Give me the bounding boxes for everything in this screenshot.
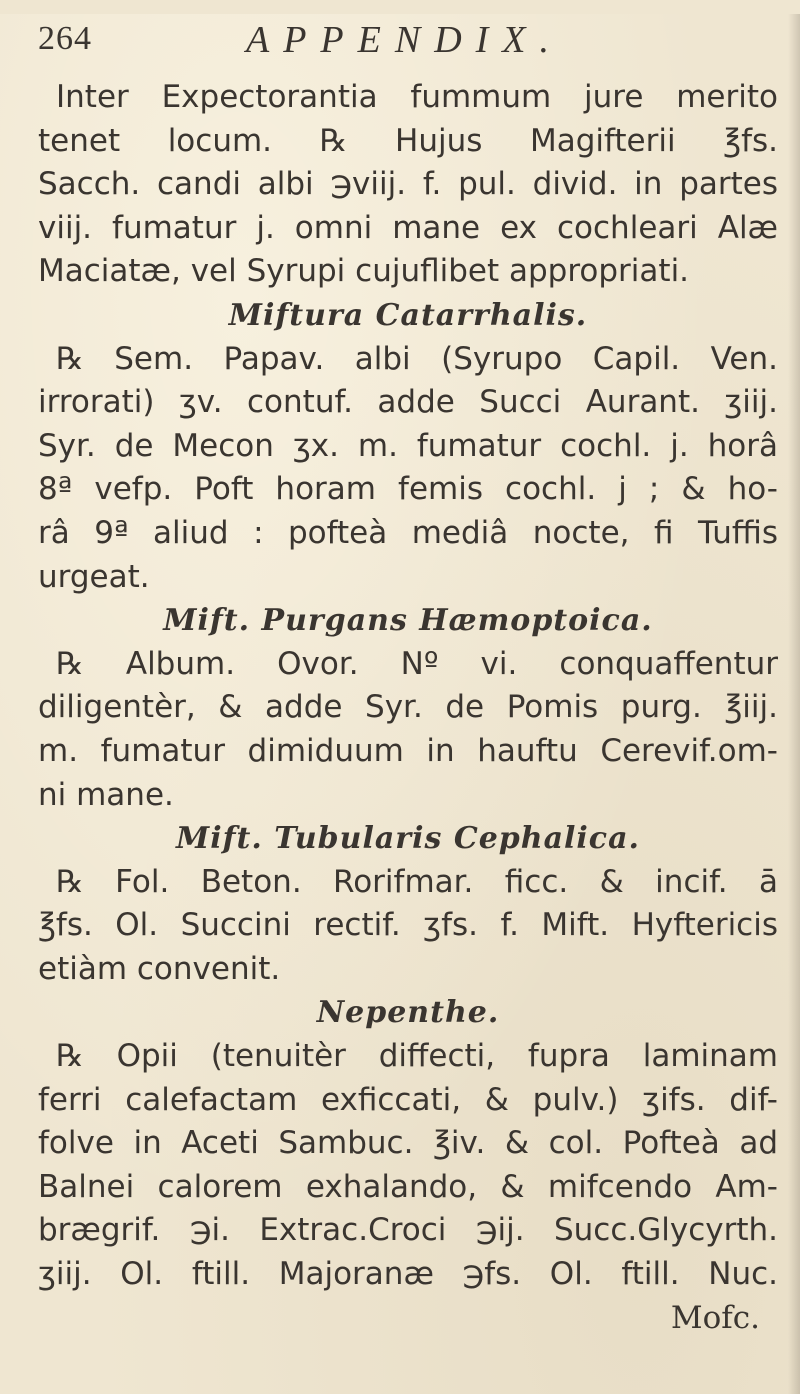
text-line: râ 9ª aliud : pofteà mediâ nocte, fi Tuffis	[38, 514, 778, 551]
text-line: tenet locum. ℞ Hujus Magifterii ℥fs.	[38, 122, 778, 159]
running-title: APPENDIX.	[246, 19, 564, 61]
text-line: irrorati) ʒv. contuf. adde Succi Aurant. ʒiij.	[38, 384, 778, 421]
book-page	[0, 14, 800, 1394]
page-number: 264	[38, 20, 92, 57]
section-heading: Mift. Tubularis Cephalica.	[176, 821, 640, 857]
text-line: folve in Aceti Sambuc. ℥iv. & col. Pofteà ad	[38, 1125, 778, 1162]
section-purgans-haemoptoica	[38, 599, 778, 817]
page-header	[38, 14, 778, 76]
section-tubularis-cephalica	[38, 817, 778, 991]
text-line: ℞ Album. Ovor. Nº vi. conquaffentur	[56, 645, 778, 682]
text-line: ni mane.	[38, 776, 174, 813]
section-heading: Mift. Purgans Hæmoptoica.	[163, 603, 653, 639]
section-heading: Nepenthe.	[316, 995, 500, 1031]
text-line: Balnei calorem exhalando, & mifcendo Am-	[38, 1168, 778, 1205]
text-line: Syr. de Mecon ʒx. m. fumatur cochl. j. horâ	[38, 427, 778, 464]
text-line: ℞ Fol. Beton. Rorifmar. ficc. & incif. ā	[56, 863, 778, 900]
text-line: m. fumatur dimiduum in hauftu Cerevif.om-	[38, 732, 778, 769]
text-line: ʒiij. Ol. ftill. Majoranæ ℈fs. Ol. ftill. Nuc.	[38, 1256, 778, 1293]
text-line: Sacch. candi albi ℈viij. f. pul. divid. in partes	[38, 166, 778, 203]
page-edge-shadow	[788, 14, 800, 1394]
text-line: ferri calefactam exficcati, & pulv.) ʒifs. dif-	[38, 1081, 778, 1118]
text-line: viij. fumatur j. omni mane ex cochleari Alæ	[38, 209, 778, 246]
text-line: ℥fs. Ol. Succini rectif. ʒfs. f. Mift. Hyftericis	[38, 907, 778, 944]
text-line: Inter Expectorantia fummum jure merito	[56, 79, 778, 115]
intro-paragraph	[38, 76, 778, 294]
section-mistura-catarrhalis	[38, 294, 778, 599]
catchword: Mofc.	[670, 1299, 760, 1336]
text-line: etiàm convenit.	[38, 950, 281, 987]
text-line: Maciatæ, vel Syrupi cujuflibet appropriati.	[38, 253, 690, 290]
text-line: brægrif. ℈i. Extrac.Croci ℈ij. Succ.Glycyrth.	[38, 1212, 778, 1249]
text-line: diligentèr, & adde Syr. de Pomis purg. ℥iij.	[38, 689, 778, 726]
section-heading: Miftura Catarrhalis.	[228, 297, 588, 333]
text-line: ℞ Opii (tenuitèr diffecti, fupra laminam	[56, 1038, 778, 1075]
text-line: ℞ Sem. Papav. albi (Syrupo Capil. Ven.	[56, 340, 778, 377]
section-nepenthe	[38, 991, 778, 1340]
text-line: urgeat.	[38, 558, 150, 595]
text-line: 8ª vefp. Poft horam femis cochl. j ; & ho-	[38, 471, 778, 508]
